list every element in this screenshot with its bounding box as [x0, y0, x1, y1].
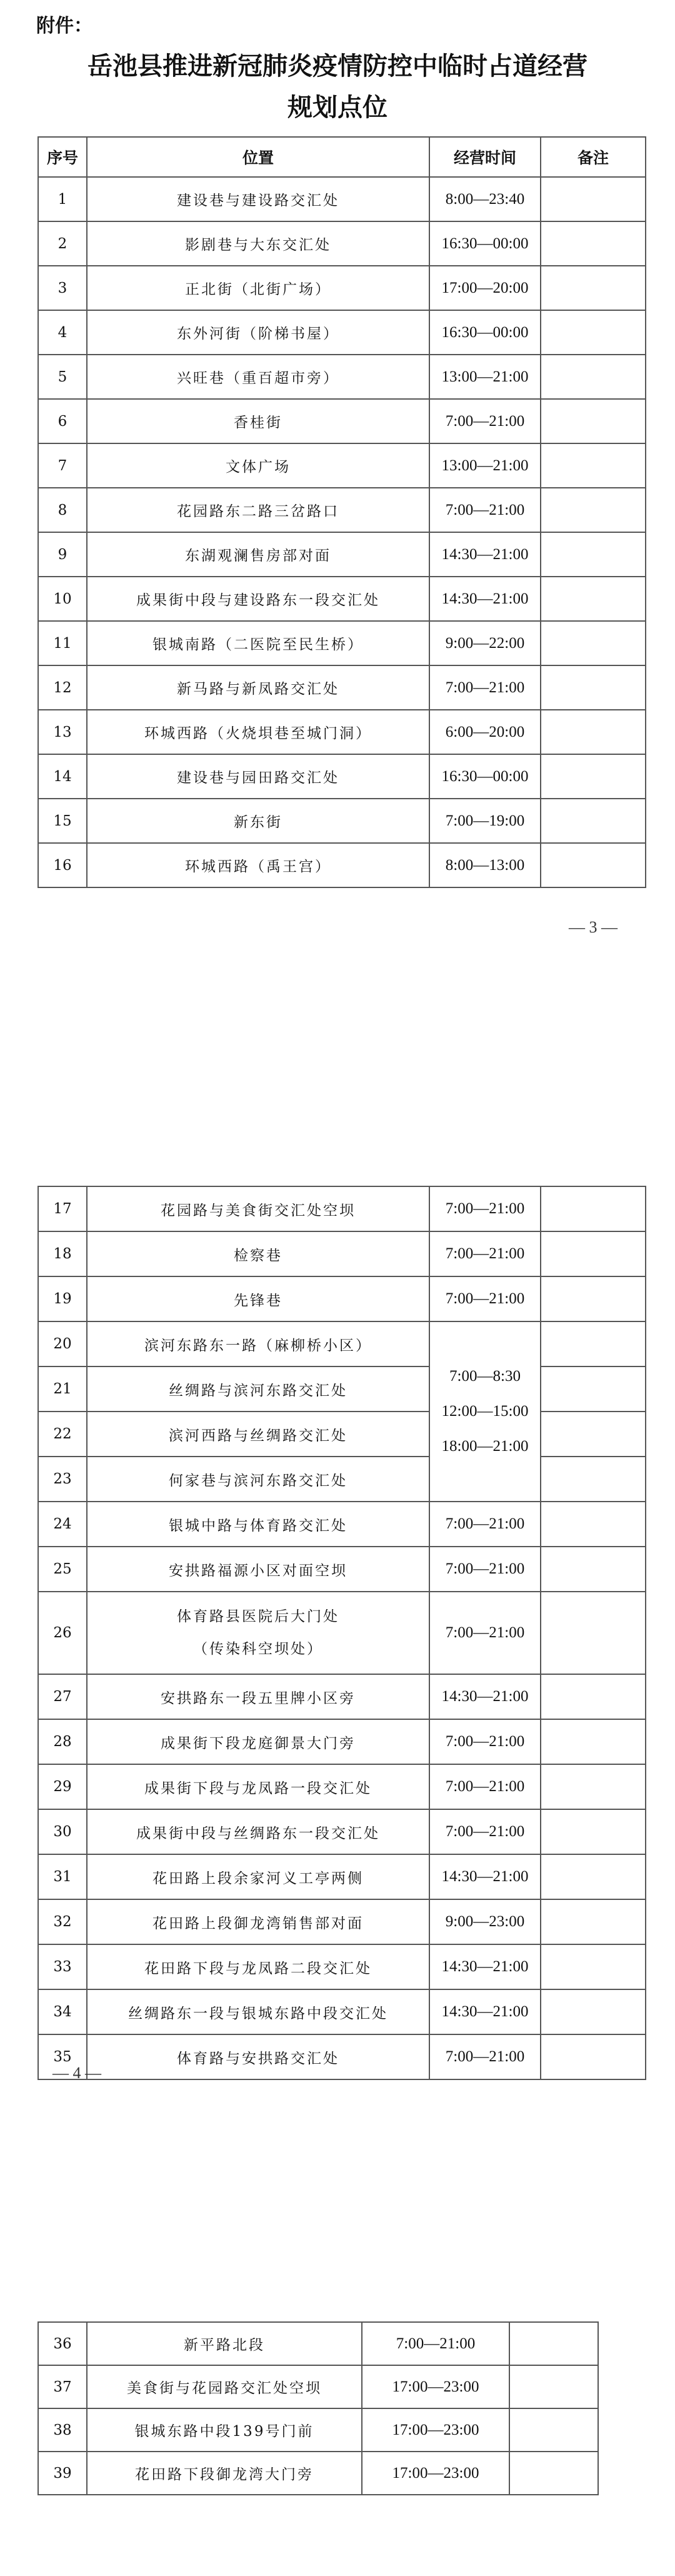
row-no: 36	[38, 2322, 87, 2365]
row-remarks	[541, 355, 646, 399]
row-remarks	[541, 665, 646, 710]
row-location: 成果街下段与龙凤路一段交汇处	[87, 1764, 429, 1809]
row-no: 7	[38, 443, 87, 488]
row-hours: 7:00—21:00	[429, 665, 541, 710]
row-location: 新东街	[87, 799, 429, 843]
row-location: 建设巷与园田路交汇处	[87, 754, 429, 799]
row-hours: 14:30—21:00	[429, 1674, 541, 1719]
row-remarks	[541, 1231, 646, 1276]
table-page-3	[38, 136, 646, 888]
table-row	[38, 1854, 646, 1899]
table-row	[38, 665, 646, 710]
row-location: 环城西路（禹王宫）	[87, 843, 429, 887]
row-hours: 16:30—00:00	[429, 221, 541, 266]
row-no: 13	[38, 710, 87, 754]
row-location: 花园路东二路三岔路口	[87, 488, 429, 532]
row-hours: 6:00—20:00	[429, 710, 541, 754]
table-row	[38, 577, 646, 621]
row-remarks	[541, 1186, 646, 1231]
document-title-line1: 岳池县推进新冠肺炎疫情防控中临时占道经营	[88, 52, 588, 81]
table-row	[38, 2034, 646, 2079]
row-no: 21	[38, 1366, 87, 1412]
row-location: 花田路上段御龙湾销售部对面	[87, 1899, 429, 1944]
row-hours: 17:00—23:00	[362, 2365, 509, 2408]
row-no: 34	[38, 1989, 87, 2034]
row-no: 15	[38, 799, 87, 843]
table-row	[38, 1899, 646, 1944]
row-no: 14	[38, 754, 87, 799]
row-hours: 9:00—22:00	[429, 621, 541, 665]
table-row	[38, 1412, 646, 1457]
row-remarks	[541, 754, 646, 799]
row-hours: 7:00—21:00	[429, 2034, 541, 2079]
table-row	[38, 2452, 598, 2495]
row-no: 28	[38, 1719, 87, 1764]
row-location: 滨河东路东一路（麻柳桥小区）	[87, 1321, 429, 1366]
row-location: 环城西路（火烧垻巷至城门洞）	[87, 710, 429, 754]
row-remarks	[541, 177, 646, 221]
header-no: 序号	[38, 137, 87, 177]
row-no: 22	[38, 1412, 87, 1457]
table-row	[38, 1547, 646, 1592]
row-remarks	[541, 310, 646, 355]
row-hours: 7:00—21:00	[429, 399, 541, 443]
row-remarks	[541, 1944, 646, 1989]
row-location: 成果街中段与丝绸路东一段交汇处	[87, 1809, 429, 1854]
row-remarks	[541, 266, 646, 310]
row-no: 1	[38, 177, 87, 221]
row-hours: 9:00—23:00	[429, 1899, 541, 1944]
row-hours: 7:00—21:00	[429, 1809, 541, 1854]
row-no: 37	[38, 2365, 87, 2408]
row-no: 23	[38, 1457, 87, 1502]
row-remarks	[509, 2322, 598, 2365]
row-hours: 16:30—00:00	[429, 310, 541, 355]
page-number-3: — 3 —	[569, 918, 618, 936]
row-hours: 7:00—21:00	[429, 1502, 541, 1547]
row-location: 正北街（北街广场）	[87, 266, 429, 310]
row-location-line: （传染科空坝处）	[193, 1641, 323, 1657]
row-remarks	[541, 1321, 646, 1366]
row-hours: 13:00—21:00	[429, 355, 541, 399]
table-page-5	[38, 2321, 599, 2495]
row-no: 11	[38, 621, 87, 665]
row-hours: 14:30—21:00	[429, 1854, 541, 1899]
row-hours: 16:30—00:00	[429, 754, 541, 799]
row-remarks	[541, 1592, 646, 1674]
row-location: 花田路下段御龙湾大门旁	[87, 2452, 362, 2495]
table-row	[38, 1674, 646, 1719]
row-remarks	[541, 1457, 646, 1502]
row-no: 29	[38, 1764, 87, 1809]
row-location: 丝绸路与滨河东路交汇处	[87, 1366, 429, 1412]
row-location: 建设巷与建设路交汇处	[87, 177, 429, 221]
row-no: 2	[38, 221, 87, 266]
row-remarks	[509, 2365, 598, 2408]
row-hours: 7:00—21:00	[429, 1592, 541, 1674]
row-location: 香桂街	[87, 399, 429, 443]
row-location: 银城南路（二医院至民生桥）	[87, 621, 429, 665]
row-hours: 17:00—23:00	[362, 2452, 509, 2495]
row-hours: 14:30—21:00	[429, 1989, 541, 2034]
table-row	[38, 1592, 646, 1674]
row-remarks	[541, 532, 646, 577]
row-hours: 13:00—21:00	[429, 443, 541, 488]
table-row	[38, 1186, 646, 1231]
row-no: 16	[38, 843, 87, 887]
table-row	[38, 310, 646, 355]
row-remarks	[541, 1809, 646, 1854]
table-row	[38, 1719, 646, 1764]
row-hours: 8:00—23:40	[429, 177, 541, 221]
row-remarks	[541, 1412, 646, 1457]
row-hours: 7:00—21:00	[429, 1719, 541, 1764]
merged-hours-cell	[429, 1321, 541, 1502]
row-remarks	[541, 1547, 646, 1592]
row-remarks	[541, 1674, 646, 1719]
row-location: 安拱路东一段五里牌小区旁	[87, 1674, 429, 1719]
row-hours: 7:00—21:00	[429, 1186, 541, 1231]
table-row	[38, 399, 646, 443]
row-location: 体育路与安拱路交汇处	[87, 2034, 429, 2079]
row-hours: 7:00—21:00	[429, 1547, 541, 1592]
table-row	[38, 1457, 646, 1502]
row-no: 31	[38, 1854, 87, 1899]
row-hours: 17:00—23:00	[362, 2408, 509, 2452]
row-no: 24	[38, 1502, 87, 1547]
document-title-line2: 规划点位	[288, 93, 388, 122]
page-number-4: — 4 —	[52, 2064, 101, 2082]
row-remarks	[541, 1719, 646, 1764]
table-row	[38, 1366, 646, 1412]
row-location: 美食街与花园路交汇处空坝	[87, 2365, 362, 2408]
row-no: 6	[38, 399, 87, 443]
table-row	[38, 1321, 646, 1366]
row-remarks	[509, 2408, 598, 2452]
row-location: 影剧巷与大东交汇处	[87, 221, 429, 266]
header-hours: 经营时间	[429, 137, 541, 177]
row-remarks	[541, 1764, 646, 1809]
row-location: 东外河街（阶梯书屋）	[87, 310, 429, 355]
row-hours: 14:30—21:00	[429, 1944, 541, 1989]
table-row	[38, 221, 646, 266]
row-hours: 7:00—19:00	[429, 799, 541, 843]
row-no: 32	[38, 1899, 87, 1944]
row-remarks	[541, 488, 646, 532]
row-location	[87, 1592, 429, 1674]
row-no: 17	[38, 1186, 87, 1231]
row-hours: 17:00—20:00	[429, 266, 541, 310]
table-row	[38, 843, 646, 887]
row-remarks	[541, 621, 646, 665]
row-no: 20	[38, 1321, 87, 1366]
row-no: 35	[38, 2034, 87, 2079]
row-location: 成果街下段龙庭御景大门旁	[87, 1719, 429, 1764]
row-remarks	[541, 1366, 646, 1412]
row-no: 39	[38, 2452, 87, 2495]
row-no: 19	[38, 1276, 87, 1321]
row-location: 花园路与美食街交汇处空坝	[87, 1186, 429, 1231]
row-no: 38	[38, 2408, 87, 2452]
row-remarks	[541, 399, 646, 443]
table-row	[38, 1764, 646, 1809]
row-hours: 14:30—21:00	[429, 532, 541, 577]
table-row	[38, 621, 646, 665]
table-row	[38, 488, 646, 532]
row-location: 滨河西路与丝绸路交汇处	[87, 1412, 429, 1457]
row-remarks	[509, 2452, 598, 2495]
table-row	[38, 799, 646, 843]
row-location: 东湖观澜售房部对面	[87, 532, 429, 577]
row-hours: 7:00—21:00	[429, 1276, 541, 1321]
row-location: 新平路北段	[87, 2322, 362, 2365]
row-remarks	[541, 799, 646, 843]
row-location: 先锋巷	[87, 1276, 429, 1321]
table-row	[38, 532, 646, 577]
row-hours: 7:00—21:00	[429, 1231, 541, 1276]
row-hours: 7:00—21:00	[362, 2322, 509, 2365]
row-remarks	[541, 2034, 646, 2079]
table-row	[38, 1231, 646, 1276]
row-location: 何家巷与滨河东路交汇处	[87, 1457, 429, 1502]
row-remarks	[541, 843, 646, 887]
row-no: 5	[38, 355, 87, 399]
table-page-4	[38, 1186, 646, 2080]
row-remarks	[541, 221, 646, 266]
table-row	[38, 1989, 646, 2034]
row-remarks	[541, 1854, 646, 1899]
row-no: 4	[38, 310, 87, 355]
table-row	[38, 2365, 598, 2408]
row-no: 27	[38, 1674, 87, 1719]
table-row	[38, 1944, 646, 1989]
row-no: 8	[38, 488, 87, 532]
row-no: 18	[38, 1231, 87, 1276]
row-location: 银城东路中段139号门前	[87, 2408, 362, 2452]
row-hours: 7:00—21:00	[429, 488, 541, 532]
table-row	[38, 710, 646, 754]
row-location: 花田路上段余家河义工亭两侧	[87, 1854, 429, 1899]
row-remarks	[541, 1989, 646, 2034]
table-row	[38, 266, 646, 310]
row-location: 银城中路与体育路交汇处	[87, 1502, 429, 1547]
table-header-row	[38, 137, 646, 177]
row-no: 10	[38, 577, 87, 621]
row-location: 花田路下段与龙凤路二段交汇处	[87, 1944, 429, 1989]
table-row	[38, 1276, 646, 1321]
table-row	[38, 177, 646, 221]
row-location: 检察巷	[87, 1231, 429, 1276]
row-location: 新马路与新凤路交汇处	[87, 665, 429, 710]
row-no: 12	[38, 665, 87, 710]
row-location: 成果街中段与建设路东一段交汇处	[87, 577, 429, 621]
row-no: 3	[38, 266, 87, 310]
merged-hours-line: 7:00—8:30	[449, 1368, 521, 1385]
row-location-line: 体育路县医院后大门处	[177, 1609, 339, 1625]
row-hours: 7:00—21:00	[429, 1764, 541, 1809]
row-remarks	[541, 710, 646, 754]
row-remarks	[541, 1502, 646, 1547]
table-row	[38, 2408, 598, 2452]
row-location: 安拱路福源小区对面空坝	[87, 1547, 429, 1592]
merged-hours-line: 18:00—21:00	[441, 1438, 529, 1455]
row-remarks	[541, 1276, 646, 1321]
row-remarks	[541, 577, 646, 621]
row-no: 25	[38, 1547, 87, 1592]
row-location: 文体广场	[87, 443, 429, 488]
merged-hours-line: 12:00—15:00	[441, 1403, 529, 1420]
table-row	[38, 443, 646, 488]
table-row	[38, 754, 646, 799]
row-no: 33	[38, 1944, 87, 1989]
row-location: 丝绸路东一段与银城东路中段交汇处	[87, 1989, 429, 2034]
row-no: 9	[38, 532, 87, 577]
row-remarks	[541, 443, 646, 488]
row-hours: 8:00—13:00	[429, 843, 541, 887]
table-row	[38, 1809, 646, 1854]
header-location: 位置	[87, 137, 429, 177]
row-hours: 14:30—21:00	[429, 577, 541, 621]
row-location: 兴旺巷（重百超市旁）	[87, 355, 429, 399]
row-no: 26	[38, 1592, 87, 1674]
attachment-label: 附件：	[36, 15, 92, 37]
table-row	[38, 2322, 598, 2365]
row-remarks	[541, 1899, 646, 1944]
row-no: 30	[38, 1809, 87, 1854]
table-row	[38, 355, 646, 399]
header-remarks: 备注	[541, 137, 646, 177]
table-row	[38, 1502, 646, 1547]
